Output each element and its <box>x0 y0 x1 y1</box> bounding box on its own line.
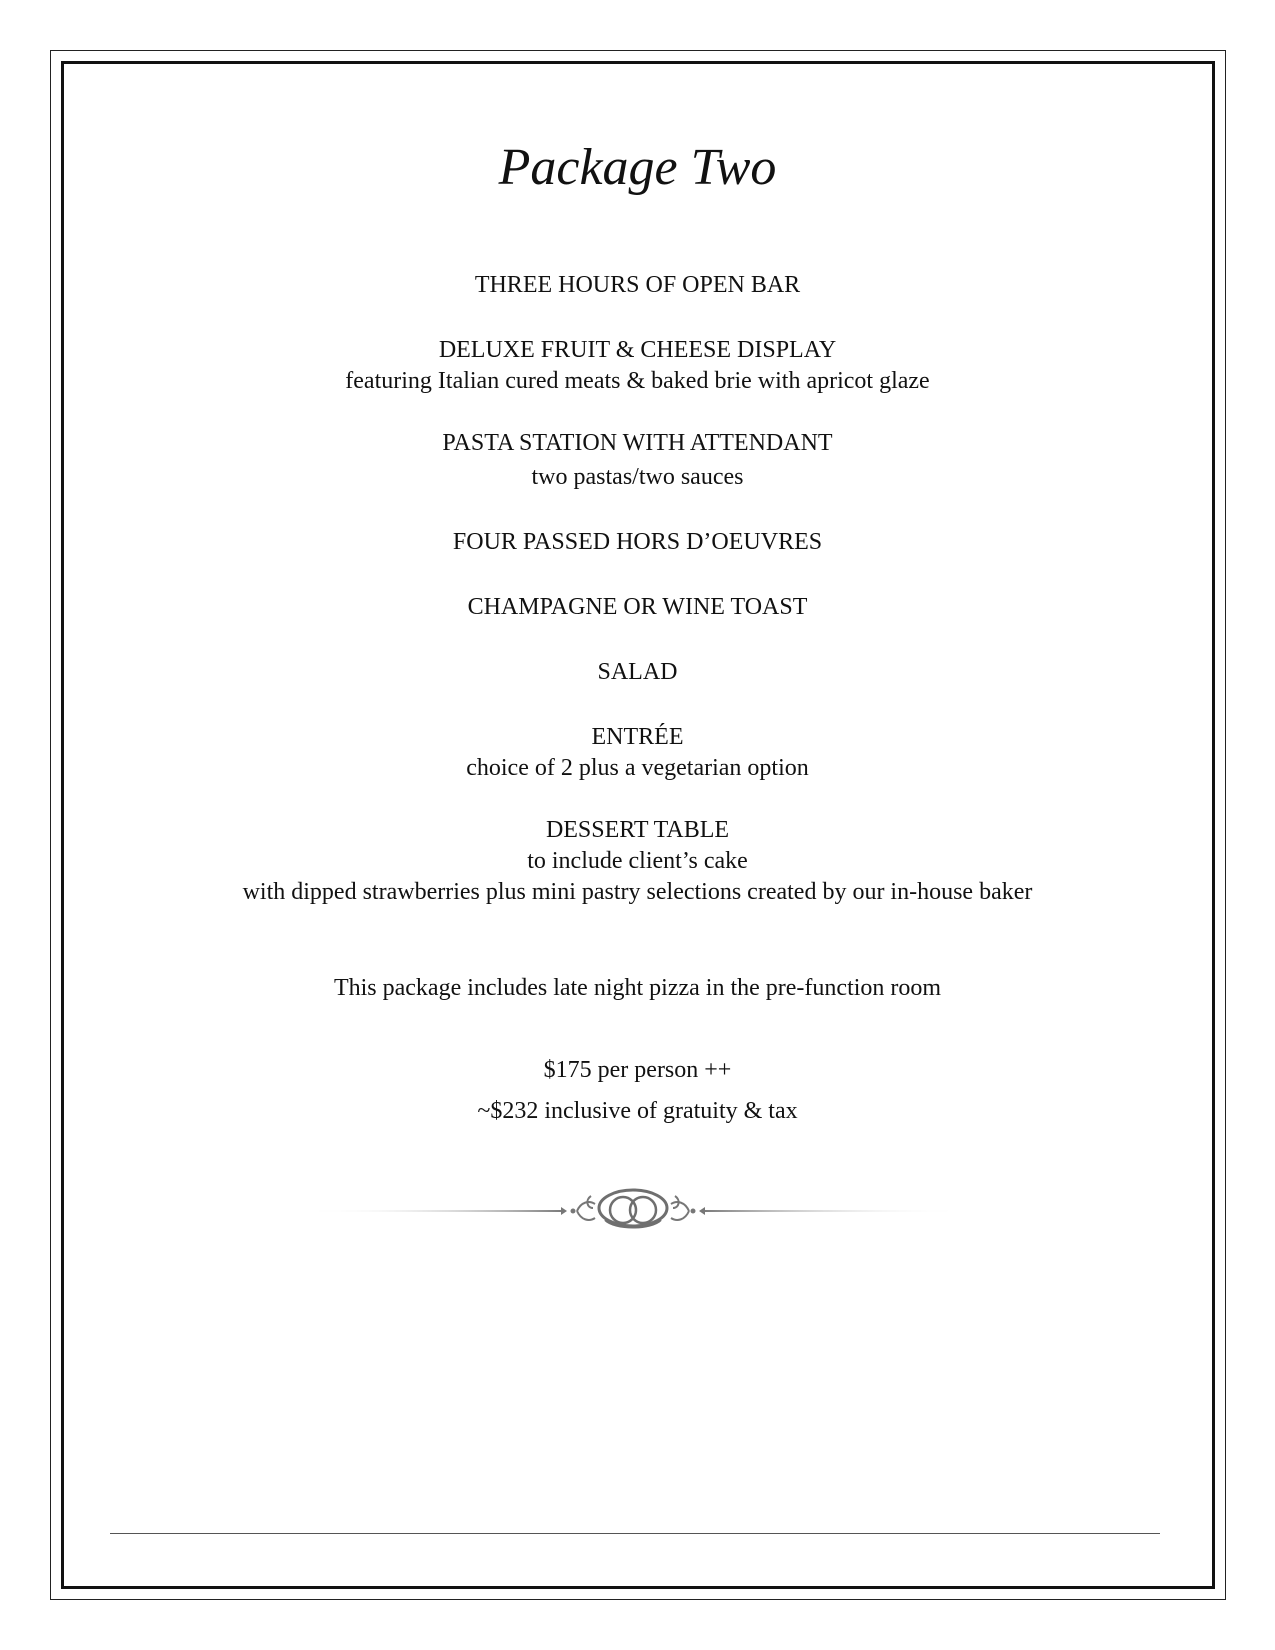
page-title: Package Two <box>498 139 777 196</box>
item-heading-pasta-station: PASTA STATION WITH ATTENDANT <box>442 430 833 456</box>
item-heading-hors-doeuvres: FOUR PASSED HORS D’OEUVRES <box>452 529 823 555</box>
item-heading-fruit-cheese: DELUXE FRUIT & CHEESE DISPLAY <box>438 337 837 363</box>
flourish-divider-icon <box>305 1186 961 1236</box>
item-detail-entree: choice of 2 plus a vegetarian option <box>466 755 809 781</box>
item-heading-entree: ENTRÉE <box>591 724 684 750</box>
item-heading-open-bar: THREE HOURS OF OPEN BAR <box>474 272 801 298</box>
item-heading-dessert-table: DESSERT TABLE <box>545 817 730 843</box>
package-note: This package includes late night pizza in the pre-function room <box>333 975 942 1001</box>
item-detail-fruit-cheese: featuring Italian cured meats & baked brie with apricot glaze <box>345 368 930 394</box>
item-detail-dessert-cake: to include client’s cake <box>527 848 748 874</box>
price-inclusive: ~$232 inclusive of gratuity & tax <box>477 1098 798 1124</box>
item-heading-salad: SALAD <box>597 659 678 685</box>
item-detail-pasta-station: two pastas/two sauces <box>531 464 744 490</box>
item-detail-dessert-pastry: with dipped strawberries plus mini pastry selections created by our in-house baker <box>242 879 1033 905</box>
price-per-person: $175 per person ++ <box>543 1057 732 1083</box>
footer-rule <box>110 1533 1160 1534</box>
item-heading-toast: CHAMPAGNE OR WINE TOAST <box>467 594 808 620</box>
